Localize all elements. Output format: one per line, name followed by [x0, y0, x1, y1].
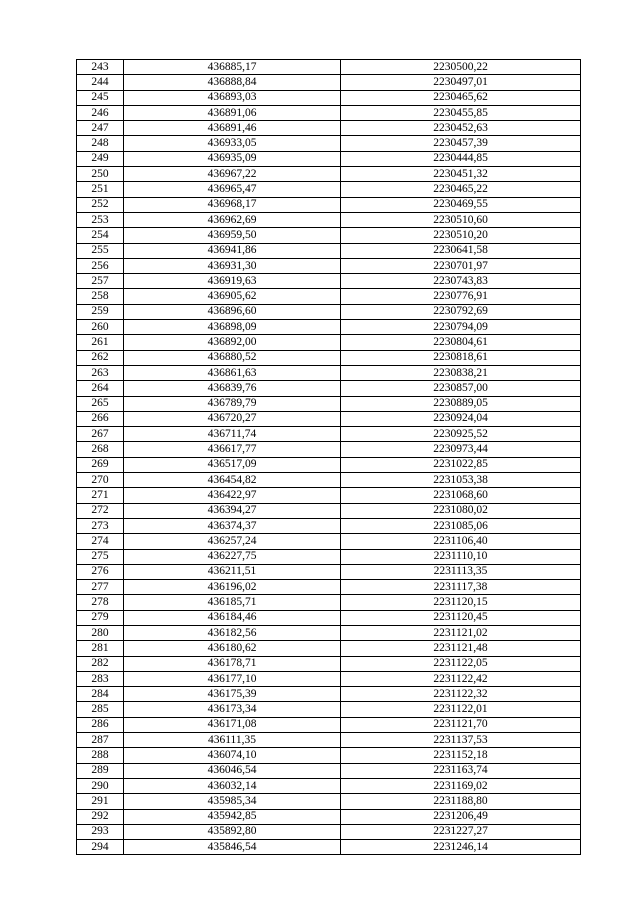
table-row [77, 365, 581, 380]
x-coordinate-cell: 436967,22 [124, 167, 341, 182]
point-number-cell: 243 [77, 60, 124, 75]
table-row [77, 809, 581, 824]
x-coordinate-cell: 436891,06 [124, 105, 341, 120]
point-number-cell: 260 [77, 320, 124, 335]
x-coordinate-cell: 436111,35 [124, 733, 341, 748]
point-number-cell: 273 [77, 518, 124, 533]
y-coordinate-cell: 2231022,85 [341, 457, 581, 472]
table-row [77, 243, 581, 258]
x-coordinate-cell: 436173,34 [124, 702, 341, 717]
table-row [77, 335, 581, 350]
point-number-cell: 258 [77, 289, 124, 304]
table-row [77, 151, 581, 166]
point-number-cell: 259 [77, 304, 124, 319]
table-row [77, 258, 581, 273]
x-coordinate-cell: 436891,46 [124, 121, 341, 136]
table-row [77, 717, 581, 732]
x-coordinate-cell: 436617,77 [124, 442, 341, 457]
x-coordinate-cell: 435846,54 [124, 840, 341, 855]
y-coordinate-cell: 2231080,02 [341, 503, 581, 518]
point-number-cell: 267 [77, 427, 124, 442]
y-coordinate-cell: 2231053,38 [341, 473, 581, 488]
y-coordinate-cell: 2230641,58 [341, 243, 581, 258]
y-coordinate-cell: 2231122,01 [341, 702, 581, 717]
y-coordinate-cell: 2230973,44 [341, 442, 581, 457]
x-coordinate-cell: 436962,69 [124, 212, 341, 227]
table-row [77, 488, 581, 503]
y-coordinate-cell: 2231137,53 [341, 733, 581, 748]
point-number-cell: 261 [77, 335, 124, 350]
point-number-cell: 287 [77, 733, 124, 748]
y-coordinate-cell: 2230792,69 [341, 304, 581, 319]
x-coordinate-cell: 436711,74 [124, 427, 341, 442]
table-row [77, 411, 581, 426]
x-coordinate-cell: 436178,71 [124, 656, 341, 671]
y-coordinate-cell: 2230497,01 [341, 75, 581, 90]
x-coordinate-cell: 436227,75 [124, 549, 341, 564]
x-coordinate-cell: 436394,27 [124, 503, 341, 518]
table-row [77, 457, 581, 472]
table-row [77, 473, 581, 488]
point-number-cell: 247 [77, 121, 124, 136]
point-number-cell: 253 [77, 212, 124, 227]
y-coordinate-cell: 2230838,21 [341, 365, 581, 380]
table-row [77, 350, 581, 365]
x-coordinate-cell: 436422,97 [124, 488, 341, 503]
x-coordinate-cell: 436861,63 [124, 365, 341, 380]
y-coordinate-cell: 2230469,55 [341, 197, 581, 212]
point-number-cell: 294 [77, 840, 124, 855]
y-coordinate-cell: 2231110,10 [341, 549, 581, 564]
y-coordinate-cell: 2231068,60 [341, 488, 581, 503]
y-coordinate-cell: 2230889,05 [341, 396, 581, 411]
point-number-cell: 281 [77, 641, 124, 656]
y-coordinate-cell: 2230794,09 [341, 320, 581, 335]
y-coordinate-cell: 2231206,49 [341, 809, 581, 824]
y-coordinate-cell: 2230925,52 [341, 427, 581, 442]
table-row [77, 748, 581, 763]
point-number-cell: 252 [77, 197, 124, 212]
x-coordinate-cell: 436935,09 [124, 151, 341, 166]
x-coordinate-cell: 436789,79 [124, 396, 341, 411]
table-row [77, 794, 581, 809]
y-coordinate-cell: 2231227,27 [341, 824, 581, 839]
table-row [77, 610, 581, 625]
point-number-cell: 278 [77, 595, 124, 610]
table-row [77, 381, 581, 396]
y-coordinate-cell: 2230444,85 [341, 151, 581, 166]
table-row [77, 105, 581, 120]
point-number-cell: 254 [77, 228, 124, 243]
table-row [77, 182, 581, 197]
point-number-cell: 288 [77, 748, 124, 763]
y-coordinate-cell: 2231120,45 [341, 610, 581, 625]
table-row [77, 503, 581, 518]
x-coordinate-cell: 436896,60 [124, 304, 341, 319]
table-row [77, 442, 581, 457]
x-coordinate-cell: 435985,34 [124, 794, 341, 809]
y-coordinate-cell: 2231188,80 [341, 794, 581, 809]
point-number-cell: 277 [77, 580, 124, 595]
coordinates-table [76, 59, 581, 855]
x-coordinate-cell: 436885,17 [124, 60, 341, 75]
x-coordinate-cell: 436720,27 [124, 411, 341, 426]
point-number-cell: 244 [77, 75, 124, 90]
y-coordinate-cell: 2230457,39 [341, 136, 581, 151]
point-number-cell: 286 [77, 717, 124, 732]
point-number-cell: 279 [77, 610, 124, 625]
table-row [77, 733, 581, 748]
y-coordinate-cell: 2231169,02 [341, 778, 581, 793]
table-row [77, 824, 581, 839]
table-row [77, 534, 581, 549]
point-number-cell: 282 [77, 656, 124, 671]
table-row [77, 671, 581, 686]
table-row [77, 274, 581, 289]
x-coordinate-cell: 436968,17 [124, 197, 341, 212]
point-number-cell: 269 [77, 457, 124, 472]
table-row [77, 427, 581, 442]
y-coordinate-cell: 2231117,38 [341, 580, 581, 595]
y-coordinate-cell: 2230924,04 [341, 411, 581, 426]
x-coordinate-cell: 435942,85 [124, 809, 341, 824]
point-number-cell: 248 [77, 136, 124, 151]
table-row [77, 60, 581, 75]
point-number-cell: 293 [77, 824, 124, 839]
point-number-cell: 271 [77, 488, 124, 503]
x-coordinate-cell: 436905,62 [124, 289, 341, 304]
x-coordinate-cell: 436211,51 [124, 564, 341, 579]
y-coordinate-cell: 2231122,32 [341, 687, 581, 702]
y-coordinate-cell: 2230510,60 [341, 212, 581, 227]
point-number-cell: 246 [77, 105, 124, 120]
point-number-cell: 292 [77, 809, 124, 824]
coordinates-table-body [77, 60, 581, 855]
point-number-cell: 264 [77, 381, 124, 396]
y-coordinate-cell: 2230455,85 [341, 105, 581, 120]
y-coordinate-cell: 2231120,15 [341, 595, 581, 610]
x-coordinate-cell: 436175,39 [124, 687, 341, 702]
y-coordinate-cell: 2230465,62 [341, 90, 581, 105]
y-coordinate-cell: 2230743,83 [341, 274, 581, 289]
table-row [77, 320, 581, 335]
point-number-cell: 275 [77, 549, 124, 564]
y-coordinate-cell: 2231113,35 [341, 564, 581, 579]
y-coordinate-cell: 2230465,22 [341, 182, 581, 197]
point-number-cell: 274 [77, 534, 124, 549]
point-number-cell: 250 [77, 167, 124, 182]
x-coordinate-cell: 436919,63 [124, 274, 341, 289]
x-coordinate-cell: 436898,09 [124, 320, 341, 335]
point-number-cell: 268 [77, 442, 124, 457]
y-coordinate-cell: 2230452,63 [341, 121, 581, 136]
y-coordinate-cell: 2231152,18 [341, 748, 581, 763]
y-coordinate-cell: 2231121,48 [341, 641, 581, 656]
x-coordinate-cell: 436839,76 [124, 381, 341, 396]
y-coordinate-cell: 2230510,20 [341, 228, 581, 243]
x-coordinate-cell: 436880,52 [124, 350, 341, 365]
table-row [77, 228, 581, 243]
y-coordinate-cell: 2231246,14 [341, 840, 581, 855]
y-coordinate-cell: 2230500,22 [341, 60, 581, 75]
x-coordinate-cell: 436182,56 [124, 625, 341, 640]
x-coordinate-cell: 436454,82 [124, 473, 341, 488]
point-number-cell: 289 [77, 763, 124, 778]
x-coordinate-cell: 436888,84 [124, 75, 341, 90]
table-row [77, 840, 581, 855]
x-coordinate-cell: 436185,71 [124, 595, 341, 610]
y-coordinate-cell: 2230701,97 [341, 258, 581, 273]
table-row [77, 75, 581, 90]
point-number-cell: 283 [77, 671, 124, 686]
x-coordinate-cell: 436180,62 [124, 641, 341, 656]
table-row [77, 778, 581, 793]
table-row [77, 289, 581, 304]
table-row [77, 656, 581, 671]
x-coordinate-cell: 435892,80 [124, 824, 341, 839]
y-coordinate-cell: 2231121,02 [341, 625, 581, 640]
point-number-cell: 266 [77, 411, 124, 426]
y-coordinate-cell: 2230776,91 [341, 289, 581, 304]
point-number-cell: 255 [77, 243, 124, 258]
point-number-cell: 284 [77, 687, 124, 702]
point-number-cell: 251 [77, 182, 124, 197]
y-coordinate-cell: 2231106,40 [341, 534, 581, 549]
point-number-cell: 290 [77, 778, 124, 793]
table-row [77, 212, 581, 227]
point-number-cell: 256 [77, 258, 124, 273]
point-number-cell: 285 [77, 702, 124, 717]
x-coordinate-cell: 436184,46 [124, 610, 341, 625]
point-number-cell: 249 [77, 151, 124, 166]
x-coordinate-cell: 436032,14 [124, 778, 341, 793]
table-row [77, 121, 581, 136]
x-coordinate-cell: 436374,37 [124, 518, 341, 533]
y-coordinate-cell: 2230804,61 [341, 335, 581, 350]
point-number-cell: 263 [77, 365, 124, 380]
point-number-cell: 276 [77, 564, 124, 579]
y-coordinate-cell: 2230857,00 [341, 381, 581, 396]
table-row [77, 564, 581, 579]
y-coordinate-cell: 2231121,70 [341, 717, 581, 732]
table-row [77, 136, 581, 151]
point-number-cell: 262 [77, 350, 124, 365]
x-coordinate-cell: 436074,10 [124, 748, 341, 763]
x-coordinate-cell: 436931,30 [124, 258, 341, 273]
x-coordinate-cell: 436257,24 [124, 534, 341, 549]
table-row [77, 580, 581, 595]
table-row [77, 641, 581, 656]
point-number-cell: 265 [77, 396, 124, 411]
table-row [77, 90, 581, 105]
x-coordinate-cell: 436046,54 [124, 763, 341, 778]
x-coordinate-cell: 436171,08 [124, 717, 341, 732]
x-coordinate-cell: 436517,09 [124, 457, 341, 472]
y-coordinate-cell: 2231122,42 [341, 671, 581, 686]
y-coordinate-cell: 2231122,05 [341, 656, 581, 671]
y-coordinate-cell: 2230818,61 [341, 350, 581, 365]
point-number-cell: 270 [77, 473, 124, 488]
y-coordinate-cell: 2230451,32 [341, 167, 581, 182]
x-coordinate-cell: 436959,50 [124, 228, 341, 243]
table-row [77, 595, 581, 610]
table-row [77, 687, 581, 702]
y-coordinate-cell: 2231085,06 [341, 518, 581, 533]
x-coordinate-cell: 436941,86 [124, 243, 341, 258]
y-coordinate-cell: 2231163,74 [341, 763, 581, 778]
point-number-cell: 257 [77, 274, 124, 289]
table-row [77, 625, 581, 640]
table-row [77, 518, 581, 533]
x-coordinate-cell: 436893,03 [124, 90, 341, 105]
table-row [77, 763, 581, 778]
x-coordinate-cell: 436892,00 [124, 335, 341, 350]
table-row [77, 304, 581, 319]
point-number-cell: 280 [77, 625, 124, 640]
point-number-cell: 272 [77, 503, 124, 518]
point-number-cell: 291 [77, 794, 124, 809]
table-row [77, 549, 581, 564]
x-coordinate-cell: 436177,10 [124, 671, 341, 686]
table-row [77, 702, 581, 717]
table-row [77, 197, 581, 212]
point-number-cell: 245 [77, 90, 124, 105]
table-row [77, 167, 581, 182]
x-coordinate-cell: 436965,47 [124, 182, 341, 197]
table-row [77, 396, 581, 411]
x-coordinate-cell: 436196,02 [124, 580, 341, 595]
x-coordinate-cell: 436933,05 [124, 136, 341, 151]
